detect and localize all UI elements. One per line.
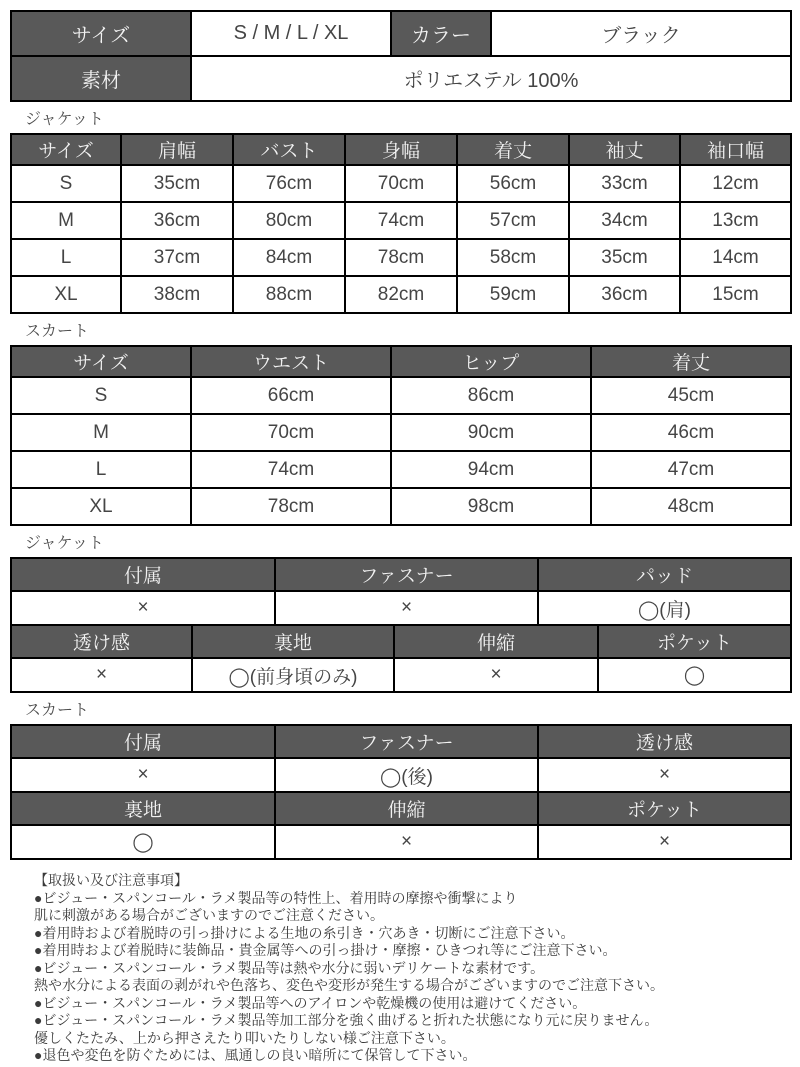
detail-header: パッド [538,558,791,591]
column-header: 肩幅 [121,134,233,165]
measure-cell: 70cm [191,414,391,451]
detail-value: × [11,591,275,625]
skirt-detail-table-row2 [10,791,792,860]
care-notes [34,872,784,1065]
care-note-line: 優しくたたみ、上から押さえたり叩いたりしない様ご注意下さい。 [34,1029,455,1046]
size-cell: L [11,451,191,488]
measure-cell: 13cm [680,202,791,239]
measure-cell: 35cm [121,165,233,202]
column-header: サイズ [11,346,191,377]
detail-header: ファスナー [275,558,538,591]
detail-value: × [538,758,791,792]
measure-cell: 80cm [233,202,345,239]
material-value-cell: ポリエステル 100% [191,56,791,101]
table-row [11,276,791,313]
measure-cell: 94cm [391,451,591,488]
size-cell: S [11,165,121,202]
detail-header: 透け感 [538,725,791,758]
table-header-row [11,346,791,377]
measure-cell: 88cm [233,276,345,313]
column-header: 身幅 [345,134,457,165]
column-header: バスト [233,134,345,165]
detail-header: ポケット [538,792,791,825]
table-row [11,165,791,202]
care-note-line: ●ビジュー・スパンコール・ラメ製品等は熱や水分に弱いデリケートな素材です。 [34,959,545,976]
measure-cell: 15cm [680,276,791,313]
measure-cell: 48cm [591,488,791,525]
table-row [11,56,791,101]
detail-header: 透け感 [11,625,192,658]
care-note-line: ●ビジュー・スパンコール・ラメ製品等へのアイロンや乾燥機の使用は避けてください。 [34,994,587,1011]
basic-info-table [10,10,792,102]
detail-value: × [538,825,791,859]
column-header: ヒップ [391,346,591,377]
measure-cell: 47cm [591,451,791,488]
measure-cell: 37cm [121,239,233,276]
detail-header: 付属 [11,725,275,758]
measure-cell: 76cm [233,165,345,202]
measure-cell: 35cm [569,239,680,276]
column-header: 着丈 [591,346,791,377]
size-value-cell: S / M / L / XL [191,11,391,56]
measure-cell: 45cm [591,377,791,414]
measure-cell: 78cm [345,239,457,276]
table-header-row [11,625,791,658]
measure-cell: 86cm [391,377,591,414]
column-header: ウエスト [191,346,391,377]
measure-cell: 78cm [191,488,391,525]
jacket-size-table [10,133,792,314]
size-cell: S [11,377,191,414]
measure-cell: 98cm [391,488,591,525]
detail-header: 伸縮 [275,792,538,825]
table-header-row [11,725,791,758]
detail-header: 裏地 [192,625,394,658]
table-row [11,488,791,525]
detail-header: ファスナー [275,725,538,758]
care-note-line: 熱や水分による表面の剥がれや色落ち、変色や変形が発生する場合がございますのでご注意下さい。 [34,977,664,993]
measure-cell: 66cm [191,377,391,414]
table-header-row [11,558,791,591]
size-cell: M [11,414,191,451]
detail-header: ポケット [598,625,791,658]
detail-value: × [275,825,538,859]
size-cell: XL [11,276,121,313]
table-header-row [11,792,791,825]
size-cell: L [11,239,121,276]
table-row [11,591,791,625]
measure-cell: 14cm [680,239,791,276]
detail-value: ◯(肩) [538,591,791,625]
measure-cell: 36cm [569,276,680,313]
care-note-line: ●着用時および着脱時の引っ掛けによる生地の糸引き・穴あき・切断にご注意下さい。 [34,924,575,941]
jacket-detail-table-row1 [10,557,792,626]
measure-cell: 38cm [121,276,233,313]
detail-header: 伸縮 [394,625,598,658]
care-note-line: ●ビジュー・スパンコール・ラメ製品等の特性上、着用時の摩擦や衝撃により [34,889,518,906]
measure-cell: 58cm [457,239,569,276]
material-label-cell: 素材 [11,56,191,101]
jacket-section-label: ジャケット [25,111,104,128]
measure-cell: 12cm [680,165,791,202]
jacket-detail-table-row2 [10,624,792,693]
column-header: 着丈 [457,134,569,165]
detail-value: ◯ [598,658,791,692]
skirt-size-table [10,345,792,526]
table-row [11,202,791,239]
table-row [11,377,791,414]
measure-cell: 34cm [569,202,680,239]
table-header-row [11,134,791,165]
detail-value: × [11,658,192,692]
measure-cell: 84cm [233,239,345,276]
size-cell: M [11,202,121,239]
skirt-detail-table-row1 [10,724,792,793]
table-row [11,658,791,692]
measure-cell: 74cm [191,451,391,488]
care-note-line: 肌に刺激がある場合がございますのでご注意ください。 [34,907,384,923]
column-header: 袖丈 [569,134,680,165]
care-notes-heading: 【取扱い及び注意事項】 [34,872,188,888]
table-row [11,758,791,792]
skirt-section-label: スカート [25,323,90,340]
care-note-line: ●ビジュー・スパンコール・ラメ製品等加工部分を強く曲げると折れた状態になり元に戻りません。 [34,1012,659,1028]
measure-cell: 57cm [457,202,569,239]
measure-cell: 70cm [345,165,457,202]
detail-value: × [11,758,275,792]
table-row [11,11,791,56]
detail-value: ◯(後) [275,758,538,792]
size-cell: XL [11,488,191,525]
measure-cell: 33cm [569,165,680,202]
detail-value: ◯(前身頃のみ) [192,658,394,692]
size-label-cell: サイズ [11,11,191,56]
skirt-detail-section-label: スカート [25,702,90,719]
measure-cell: 56cm [457,165,569,202]
care-note-line: ●着用時および着脱時に装飾品・貴金属等への引っ掛け・摩擦・ひきつれ等にご注意下さい。 [34,942,617,958]
care-note-line: ●退色や変色を防ぐためには、風通しの良い暗所にて保管して下さい。 [34,1047,477,1063]
detail-value: × [394,658,598,692]
measure-cell: 46cm [591,414,791,451]
color-value-cell: ブラック [491,11,791,56]
table-row [11,825,791,859]
table-row [11,451,791,488]
detail-value: ◯ [11,825,275,859]
color-label-cell: カラー [391,11,491,56]
detail-header: 付属 [11,558,275,591]
column-header: 袖口幅 [680,134,791,165]
measure-cell: 90cm [391,414,591,451]
column-header: サイズ [11,134,121,165]
detail-value: × [275,591,538,625]
table-row [11,239,791,276]
detail-header: 裏地 [11,792,275,825]
measure-cell: 36cm [121,202,233,239]
jacket-detail-section-label: ジャケット [25,535,104,552]
measure-cell: 82cm [345,276,457,313]
measure-cell: 59cm [457,276,569,313]
measure-cell: 74cm [345,202,457,239]
table-row [11,414,791,451]
